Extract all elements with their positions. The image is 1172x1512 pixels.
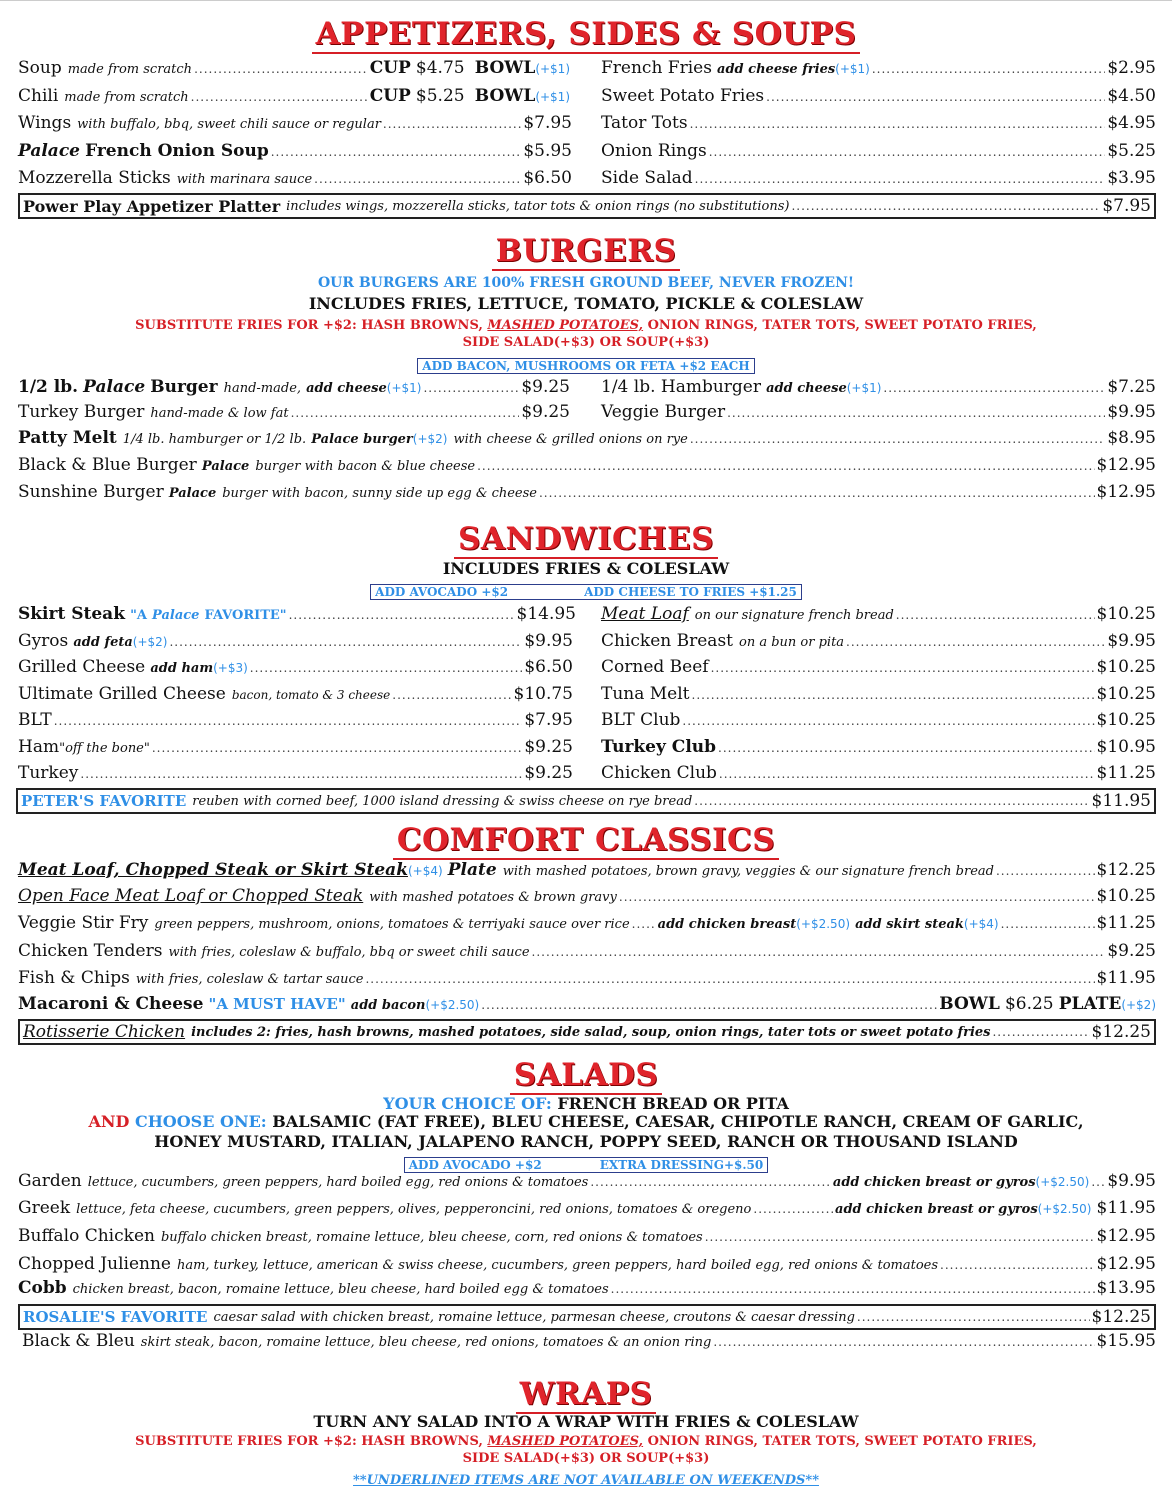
menu-item-french-onion-soup: Palace French Onion Soup ..... $5.95: [18, 141, 572, 165]
menu-item-buffalo-chicken-salad: Buffalo Chicken buffalo chicken breast, romaine lettuce, bleu cheese, corn, red onions & tomatoes ..... $12.95: [18, 1226, 1156, 1250]
menu-item-quarter-lb-hamburger: 1/4 lb. Hamburger add cheese (+$1) ..... $7.25: [601, 377, 1156, 401]
section-title-comfort-classics: COMFORT CLASSICS: [0, 822, 1172, 860]
menu-item-chicken-club: Chicken Club ..... $11.25: [601, 763, 1156, 787]
wraps-substitute-note: SUBSTITUTE FRIES FOR +$2: HASH BROWNS, MASHED POTATOES, ONION RINGS, TATER TOTS, SWEET POTATO FRIES,: [135, 1434, 1037, 1449]
wraps-substitute-note-2: SIDE SALAD(+$3) OR SOUP(+$3): [462, 1451, 710, 1466]
salads-choice-bread: YOUR CHOICE OF: FRENCH BREAD OR PITA: [383, 1094, 789, 1113]
sandwiches-add-box: ADD AVOCADO +$2 ADD CHEESE TO FRIES +$1.25: [0, 581, 1172, 600]
section-title-salads: SALADS: [0, 1057, 1172, 1095]
menu-item-french-fries: French Fries add cheese fries (+$1) ..... $2.95: [601, 58, 1156, 82]
burgers-fresh-note: OUR BURGERS ARE 100% FRESH GROUND BEEF, NEVER FROZEN!: [317, 275, 855, 291]
menu-item-turkey-burger: Turkey Burger hand-made & low fat ..... $9.25: [18, 402, 570, 426]
menu-item-fish-chips: Fish & Chips with fries, coleslaw & tartar sauce ..... $11.95: [18, 968, 1156, 992]
menu-item-corned-beef: Corned Beef ..... $10.25: [601, 657, 1156, 681]
menu-item-gyros: Gyros add feta (+$2) ..... $9.95: [18, 631, 573, 655]
menu-item-greek-salad: Greek lettuce, feta cheese, cucumbers, green peppers, olives, pepperoncini, red onions, tomatoes & oregeno ..... add chicken breast or gyros (+$2.50) $11.95: [18, 1198, 1156, 1222]
section-title-wraps: WRAPS: [0, 1376, 1172, 1414]
top-border: [0, 0, 1172, 1]
menu-item-sunshine-burger: Sunshine Burger Palace burger with bacon, sunny side up egg & cheese ..... $12.95: [18, 482, 1156, 506]
menu-item-black-blue-burger: Black & Blue Burger Palace burger with bacon & blue cheese ..... $12.95: [18, 455, 1156, 479]
menu-item-meat-loaf: Meat Loaf on our signature french bread ..... $10.25: [601, 604, 1156, 628]
sandwiches-includes-note: INCLUDES FRIES & COLESLAW: [442, 559, 730, 578]
burgers-includes-note: INCLUDES FRIES, LETTUCE, TOMATO, PICKLE & COLESLAW: [308, 294, 864, 313]
menu-item-blt-club: BLT Club ..... $10.25: [601, 710, 1156, 734]
menu-item-ultimate-grilled-cheese: Ultimate Grilled Cheese bacon, tomato & 3 cheese ..... $10.75: [18, 684, 573, 708]
menu-item-tator-tots: Tator Tots ..... $4.95: [601, 113, 1156, 137]
menu-item-chicken-breast: Chicken Breast on a bun or pita ..... $9.95: [601, 631, 1156, 655]
section-title-burgers: BURGERS: [0, 233, 1172, 271]
menu-item-onion-rings: Onion Rings ..... $5.25: [601, 141, 1156, 165]
menu-item-veggie-stir-fry: Veggie Stir Fry green peppers, mushroom, onions, tomatoes & terriyaki sauce over rice ..... add chicken breast (+$2.50) add skirt steak (+$4) ..... $11.25: [18, 913, 1156, 937]
section-title-sandwiches: SANDWICHES: [0, 521, 1172, 559]
menu-item-chicken-tenders: Chicken Tenders with fries, coleslaw & buffalo, bbq or sweet chili sauce ..... $9.25: [18, 941, 1156, 965]
weekend-availability-note: **UNDERLINED ITEMS ARE NOT AVAILABLE ON WEEKENDS**: [353, 1473, 819, 1488]
menu-item-patty-melt: Patty Melt 1/4 lb. hamburger or 1/2 lb. Palace burger (+$2) with cheese & grilled onions on rye ..... $8.95: [18, 428, 1156, 452]
menu-item-soup: Soup made from scratch ..... CUP $4.75 BOWL (+$1): [18, 58, 570, 82]
menu-item-sweet-potato-fries: Sweet Potato Fries ..... $4.50: [601, 86, 1156, 110]
menu-item-veggie-burger: Veggie Burger ..... $9.95: [601, 402, 1156, 426]
menu-item-ham: Ham "off the bone" ..... $9.25: [18, 737, 573, 761]
menu-item-plate: Meat Loaf, Chopped Steak or Skirt Steak (+$4) Plate with mashed potatoes, brown gravy, veggies & our signature french bread ..... $12.25: [18, 860, 1156, 884]
menu-item-peters-favorite: PETER'S FAVORITE reuben with corned beef, 1000 island dressing & swiss cheese on rye bread ..... $11.95: [16, 788, 1156, 814]
menu-item-garden-salad: Garden lettuce, cucumbers, green peppers, hard boiled egg, red onions & tomatoes ..... add chicken breast or gyros (+$2.50) ..... $9.95: [18, 1171, 1156, 1195]
menu-item-open-face: Open Face Meat Loaf or Chopped Steak with mashed potatoes & brown gravy ..... $10.25: [18, 886, 1156, 910]
menu-item-skirt-steak: Skirt Steak "A Palace FAVORITE" ..... $14.95: [18, 604, 576, 628]
menu-item-power-play-platter: Power Play Appetizer Platter includes wings, mozzerella sticks, tator tots & onion rings (no substitutions) ..... $7.95: [18, 193, 1156, 219]
menu-item-rotisserie-chicken: Rotisserie Chicken includes 2: fries, hash browns, mashed potatoes, side salad, soup, onion rings, tater tots or sweet potato fries ..... $12.25: [18, 1019, 1156, 1045]
menu-item-side-salad: Side Salad ..... $3.95: [601, 168, 1156, 192]
menu-item-black-bleu-salad: Black & Bleu skirt steak, bacon, romaine lettuce, bleu cheese, red onions, tomatoes & an onion ring ..... $15.95: [22, 1331, 1156, 1355]
menu-item-rosalies-favorite: ROSALIE'S FAVORITE caesar salad with chicken breast, romaine lettuce, parmesan cheese, croutons & caesar dressing ..... $12.25: [18, 1304, 1156, 1330]
salads-choice-dressing: AND CHOOSE ONE: BALSAMIC (FAT FREE), BLEU CHEESE, CAESAR, CHIPOTLE RANCH, CREAM OF GARLIC,: [88, 1112, 1084, 1131]
menu-item-blt: BLT ..... $7.95: [18, 710, 573, 734]
salads-choice-dressing-2: HONEY MUSTARD, ITALIAN, JALAPENO RANCH, POPPY SEED, RANCH OR THOUSAND ISLAND: [154, 1132, 1018, 1151]
menu-item-chili: Chili made from scratch ..... CUP $5.25 BOWL (+$1): [18, 86, 570, 110]
menu-item-wings: Wings with buffalo, bbq, sweet chili sauce or regular ..... $7.95: [18, 113, 572, 137]
salads-add-box: ADD AVOCADO +$2 EXTRA DRESSING+$.50: [0, 1154, 1172, 1173]
menu-item-half-lb-palace-burger: 1/2 lb. Palace Burger hand-made, add cheese (+$1) ..... $9.25: [18, 377, 570, 401]
menu-item-turkey: Turkey ..... $9.25: [18, 763, 573, 787]
menu-item-grilled-cheese: Grilled Cheese add ham (+$3) ..... $6.50: [18, 657, 573, 681]
burgers-add-box: ADD BACON, MUSHROOMS OR FETA +$2 EACH: [0, 355, 1172, 374]
menu-item-macaroni-cheese: Macaroni & Cheese "A MUST HAVE" add bacon (+$2.50) ..... BOWL $6.25 PLATE (+$2): [18, 994, 1156, 1018]
menu-item-cobb-salad: Cobb chicken breast, bacon, romaine lettuce, bleu cheese, hard boiled egg & tomatoes ..... $13.95: [18, 1278, 1156, 1302]
burgers-substitute-note-2: SIDE SALAD(+$3) OR SOUP(+$3): [462, 335, 710, 350]
wraps-turn-any-note: TURN ANY SALAD INTO A WRAP WITH FRIES & COLESLAW: [313, 1412, 859, 1431]
menu-item-mozzerella-sticks: Mozzerella Sticks with marinara sauce ..... $6.50: [18, 168, 572, 192]
menu-item-turkey-club: Turkey Club ..... $10.95: [601, 737, 1156, 761]
section-title-appetizers: APPETIZERS, SIDES & SOUPS: [0, 16, 1172, 54]
menu-item-tuna-melt: Tuna Melt ..... $10.25: [601, 684, 1156, 708]
burgers-substitute-note: SUBSTITUTE FRIES FOR +$2: HASH BROWNS, MASHED POTATOES, ONION RINGS, TATER TOTS, SWEET POTATO FRIES,: [135, 318, 1037, 333]
menu-item-chopped-julienne: Chopped Julienne ham, turkey, lettuce, american & swiss cheese, cucumbers, green peppers, hard boiled egg, red onions & tomatoes ..... $12.95: [18, 1254, 1156, 1278]
